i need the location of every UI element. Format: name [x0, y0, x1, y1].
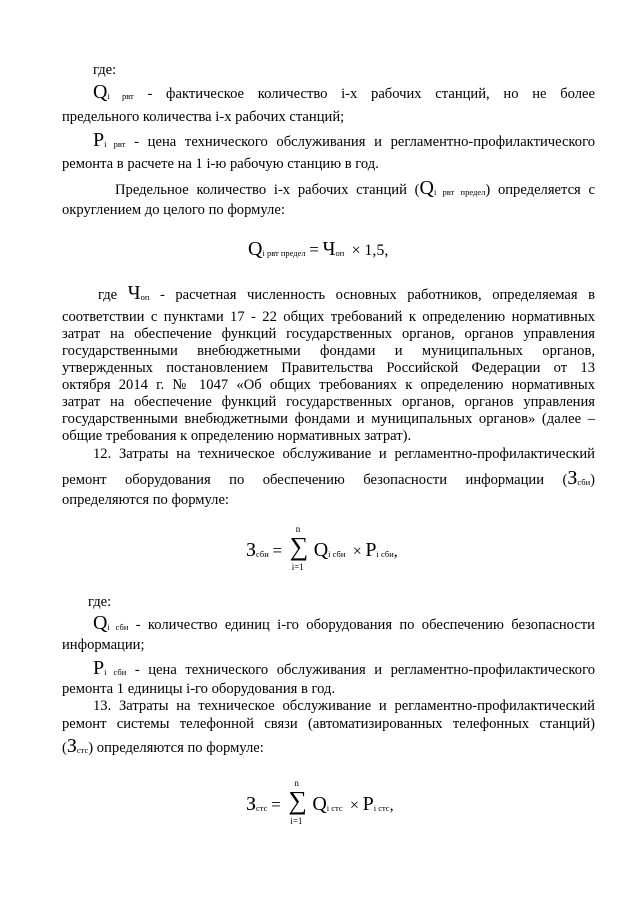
- q-sbi-symbol: Qi сби: [93, 612, 129, 634]
- ch-definition-line: общие требования к определению нормативных затрат).: [62, 428, 412, 444]
- paragraph-13: 13. Затраты на техническое обслуживание и регламентно-профилактический: [93, 698, 595, 714]
- paragraph-12-line: ремонт оборудования по обеспечению безопасности информации (Зсби): [62, 467, 595, 489]
- z-sts-symbol: Зстс: [66, 735, 89, 757]
- paragraph-12-line: определяются по формуле:: [62, 492, 229, 508]
- sum-sign: n ∑ i=1: [289, 524, 309, 572]
- q-sbi-definition: Qi сби - количество единиц i-го оборудования по обеспечению безопасности: [93, 612, 595, 634]
- ch-definition-line: утвержденных постановлением Правительства Российской Федерации от 13: [62, 360, 595, 376]
- p-rvt-symbol: Pi рвт: [93, 129, 126, 151]
- ch-definition: где Чоп - расчетная численность основных работников, определяемая в: [98, 282, 595, 304]
- ch-symbol: Чоп: [127, 282, 150, 304]
- q-sbi-definition-cont: информации;: [62, 637, 145, 653]
- q-rvt-text: - фактическое количество i-х рабочих станций, но не более: [147, 86, 595, 102]
- ch-definition-line: государственными внебюджетными фондами и муниципальных органов» (далее –: [62, 411, 595, 427]
- ch-definition-line: соответствии с пунктами 17 - 22 общих требований к определению нормативных: [62, 309, 595, 325]
- q-rvt-definition: [93, 81, 595, 105]
- where-label-2: где:: [88, 594, 112, 610]
- limit-symbol: Qi рвт предел: [419, 177, 486, 199]
- where-label: где:: [93, 62, 117, 78]
- p-sbi-definition-cont: ремонта 1 единицы i-го оборудования в год.: [62, 681, 336, 697]
- p-sbi-symbol: Pi сби: [93, 657, 127, 679]
- ch-definition-line: государственными внебюджетными фондами и муниципальных органов,: [62, 343, 595, 359]
- formula-limit: Qi рвт предел = Чоп × 1,5,: [248, 238, 389, 260]
- z-sbi-symbol: Зсби: [567, 467, 591, 489]
- ch-definition-line: октября 2014 г. № 1047 «Об общих требованиях к определению нормативных: [62, 377, 595, 393]
- limit-paragraph-cont: округлением до целого по формуле:: [62, 202, 285, 218]
- formula-sts: Зстс = n ∑ i=1 Qi стс × Pi стс,: [246, 778, 394, 826]
- p-rvt-definition: [93, 129, 595, 153]
- p-sbi-definition: Pi сби - цена технического обслуживания и регламентно-профилактического: [93, 657, 595, 679]
- p-rvt-text: - цена технического обслуживания и регламентно-профилактического: [134, 134, 595, 150]
- limit-paragraph: Предельное количество i-х рабочих станций (Qi рвт предел) определяется с: [115, 177, 595, 199]
- ch-definition-line: затрат на обеспечение функций государственных органов, органов управления: [62, 326, 595, 342]
- formula-sbi: Зсби = n ∑ i=1 Qi сби × Pi сби,: [246, 524, 398, 572]
- ch-definition-line: затрат на обеспечение функций государственных органов, органов управления: [62, 394, 595, 410]
- q-rvt-symbol: Qi рвт: [93, 81, 134, 103]
- paragraph-13-line: ремонт системы телефонной связи (автоматизированных телефонных станций): [62, 716, 595, 732]
- sum-sign: n ∑ i=1: [288, 778, 307, 826]
- q-rvt-definition-cont: предельного количества i-х рабочих станций;: [62, 109, 345, 125]
- paragraph-12: 12. Затраты на техническое обслуживание и регламентно-профилактический: [93, 446, 595, 462]
- p-rvt-definition-cont: ремонта в расчете на 1 i-ю рабочую станцию в год.: [62, 156, 379, 172]
- paragraph-13-line: (Зстс) определяются по формуле:: [62, 735, 264, 757]
